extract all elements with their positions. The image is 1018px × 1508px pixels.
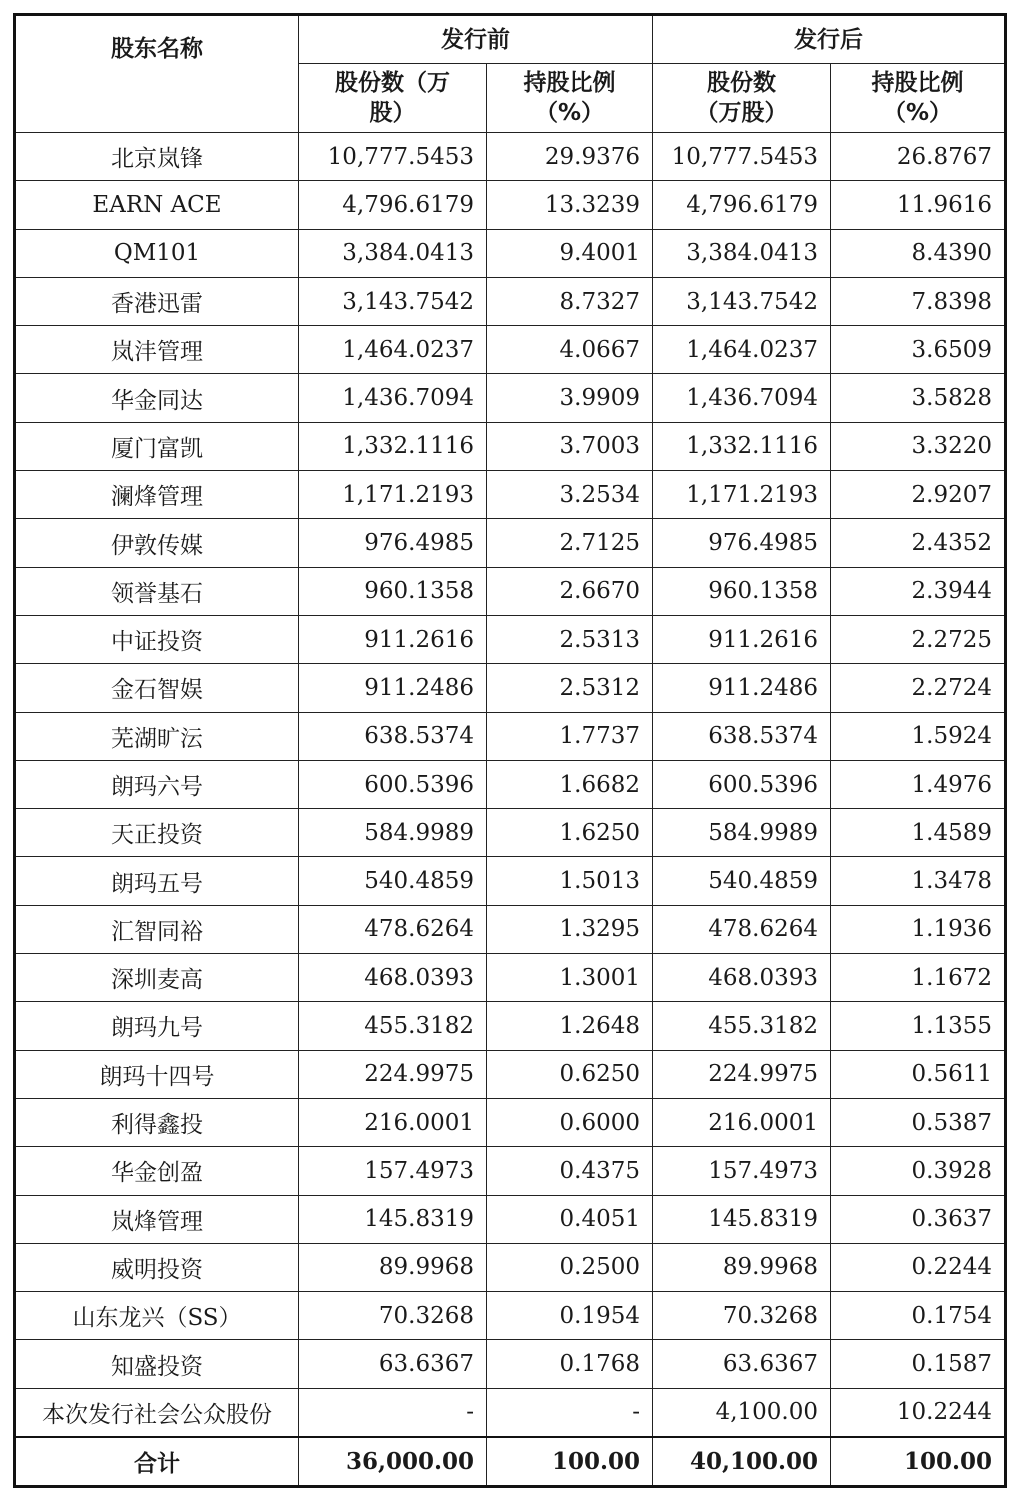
cell-before-shares: 10,777.5453 bbox=[299, 133, 487, 181]
cell-name: 澜烽管理 bbox=[15, 471, 299, 519]
cell-after-ratio: 1.4589 bbox=[831, 809, 1006, 857]
header-after-shares: 股份数 （万股） bbox=[653, 64, 831, 133]
table-row bbox=[15, 664, 1006, 712]
table-row bbox=[15, 277, 1006, 325]
table-row bbox=[15, 1195, 1006, 1243]
cell-after-shares: 216.0001 bbox=[653, 1098, 831, 1146]
cell-name: 北京岚锋 bbox=[15, 133, 299, 181]
cell-after-ratio: 0.5387 bbox=[831, 1098, 1006, 1146]
cell-name: 朗玛五号 bbox=[15, 857, 299, 905]
cell-after-shares: 911.2486 bbox=[653, 664, 831, 712]
cell-before-shares: 3,143.7542 bbox=[299, 277, 487, 325]
cell-before-shares: 3,384.0413 bbox=[299, 229, 487, 277]
cell-before-ratio: - bbox=[487, 1388, 653, 1437]
cell-after-shares: 3,384.0413 bbox=[653, 229, 831, 277]
table-row bbox=[15, 905, 1006, 953]
cell-name: 伊敦传媒 bbox=[15, 519, 299, 567]
cell-after-ratio: 0.3928 bbox=[831, 1147, 1006, 1195]
cell-after-shares: 584.9989 bbox=[653, 809, 831, 857]
cell-before-ratio: 0.4051 bbox=[487, 1195, 653, 1243]
table-row bbox=[15, 809, 1006, 857]
header-before: 发行前 bbox=[299, 15, 653, 64]
table-row bbox=[15, 857, 1006, 905]
cell-before-shares: - bbox=[299, 1388, 487, 1437]
cell-before-shares: 157.4973 bbox=[299, 1147, 487, 1195]
cell-name: 香港迅雷 bbox=[15, 277, 299, 325]
cell-before-shares: 911.2616 bbox=[299, 615, 487, 663]
cell-before-ratio: 9.4001 bbox=[487, 229, 653, 277]
cell-before-ratio: 1.6250 bbox=[487, 809, 653, 857]
cell-after-ratio: 1.4976 bbox=[831, 760, 1006, 808]
cell-after-ratio: 2.2724 bbox=[831, 664, 1006, 712]
cell-before-ratio: 3.2534 bbox=[487, 471, 653, 519]
cell-name: 华金创盈 bbox=[15, 1147, 299, 1195]
table-row bbox=[15, 760, 1006, 808]
cell-after-shares: 960.1358 bbox=[653, 567, 831, 615]
header-after-ratio: 持股比例 （%） bbox=[831, 64, 1006, 133]
cell-before-shares: 216.0001 bbox=[299, 1098, 487, 1146]
cell-before-ratio: 1.3001 bbox=[487, 954, 653, 1002]
cell-before-ratio: 3.7003 bbox=[487, 422, 653, 470]
total-row bbox=[15, 1437, 1006, 1487]
cell-after-ratio: 1.1672 bbox=[831, 954, 1006, 1002]
cell-after-shares: 638.5374 bbox=[653, 712, 831, 760]
cell-after-shares: 40,100.00 bbox=[653, 1437, 831, 1487]
cell-before-ratio: 1.5013 bbox=[487, 857, 653, 905]
cell-name: 岚沣管理 bbox=[15, 326, 299, 374]
cell-before-ratio: 0.2500 bbox=[487, 1243, 653, 1291]
cell-after-shares: 10,777.5453 bbox=[653, 133, 831, 181]
cell-before-shares: 584.9989 bbox=[299, 809, 487, 857]
cell-before-shares: 911.2486 bbox=[299, 664, 487, 712]
header-after: 发行后 bbox=[653, 15, 1006, 64]
cell-before-ratio: 4.0667 bbox=[487, 326, 653, 374]
cell-after-ratio: 1.1936 bbox=[831, 905, 1006, 953]
cell-after-shares: 4,100.00 bbox=[653, 1388, 831, 1437]
cell-before-shares: 4,796.6179 bbox=[299, 181, 487, 229]
cell-before-shares: 960.1358 bbox=[299, 567, 487, 615]
cell-after-ratio: 3.6509 bbox=[831, 326, 1006, 374]
cell-after-shares: 1,436.7094 bbox=[653, 374, 831, 422]
cell-name: 岚烽管理 bbox=[15, 1195, 299, 1243]
cell-after-shares: 145.8319 bbox=[653, 1195, 831, 1243]
cell-before-ratio: 100.00 bbox=[487, 1437, 653, 1487]
cell-before-shares: 638.5374 bbox=[299, 712, 487, 760]
cell-after-ratio: 0.2244 bbox=[831, 1243, 1006, 1291]
cell-after-ratio: 10.2244 bbox=[831, 1388, 1006, 1437]
cell-after-ratio: 26.8767 bbox=[831, 133, 1006, 181]
cell-before-shares: 1,332.1116 bbox=[299, 422, 487, 470]
cell-before-ratio: 2.5313 bbox=[487, 615, 653, 663]
cell-before-ratio: 1.6682 bbox=[487, 760, 653, 808]
cell-after-ratio: 1.1355 bbox=[831, 1002, 1006, 1050]
cell-after-shares: 4,796.6179 bbox=[653, 181, 831, 229]
header-before-ratio: 持股比例 （%） bbox=[487, 64, 653, 133]
cell-before-ratio: 1.3295 bbox=[487, 905, 653, 953]
cell-before-ratio: 1.7737 bbox=[487, 712, 653, 760]
cell-after-shares: 89.9968 bbox=[653, 1243, 831, 1291]
cell-name: 山东龙兴（SS） bbox=[15, 1292, 299, 1340]
table-row bbox=[15, 1388, 1006, 1437]
cell-before-shares: 70.3268 bbox=[299, 1292, 487, 1340]
cell-name: 威明投资 bbox=[15, 1243, 299, 1291]
table-row bbox=[15, 1147, 1006, 1195]
cell-before-shares: 478.6264 bbox=[299, 905, 487, 953]
table-row bbox=[15, 1292, 1006, 1340]
cell-name: 深圳麦高 bbox=[15, 954, 299, 1002]
cell-before-shares: 976.4985 bbox=[299, 519, 487, 567]
cell-after-ratio: 2.2725 bbox=[831, 615, 1006, 663]
cell-name: 知盛投资 bbox=[15, 1340, 299, 1388]
cell-before-ratio: 2.5312 bbox=[487, 664, 653, 712]
cell-after-ratio: 0.5611 bbox=[831, 1050, 1006, 1098]
cell-after-shares: 600.5396 bbox=[653, 760, 831, 808]
cell-before-ratio: 0.1954 bbox=[487, 1292, 653, 1340]
table-row bbox=[15, 519, 1006, 567]
cell-before-shares: 224.9975 bbox=[299, 1050, 487, 1098]
cell-after-ratio: 1.5924 bbox=[831, 712, 1006, 760]
cell-before-shares: 455.3182 bbox=[299, 1002, 487, 1050]
cell-after-shares: 976.4985 bbox=[653, 519, 831, 567]
cell-before-ratio: 0.1768 bbox=[487, 1340, 653, 1388]
cell-after-shares: 157.4973 bbox=[653, 1147, 831, 1195]
cell-name: 中证投资 bbox=[15, 615, 299, 663]
cell-after-ratio: 100.00 bbox=[831, 1437, 1006, 1487]
table-row bbox=[15, 1243, 1006, 1291]
table-row bbox=[15, 181, 1006, 229]
cell-before-ratio: 2.6670 bbox=[487, 567, 653, 615]
cell-after-ratio: 8.4390 bbox=[831, 229, 1006, 277]
table-row bbox=[15, 133, 1006, 181]
cell-after-shares: 1,464.0237 bbox=[653, 326, 831, 374]
cell-after-shares: 1,332.1116 bbox=[653, 422, 831, 470]
cell-name: EARN ACE bbox=[15, 181, 299, 229]
table-row bbox=[15, 567, 1006, 615]
table-body bbox=[15, 133, 1006, 1487]
cell-name: 汇智同裕 bbox=[15, 905, 299, 953]
header-shareholder: 股东名称 bbox=[15, 15, 299, 133]
cell-before-shares: 468.0393 bbox=[299, 954, 487, 1002]
cell-after-shares: 468.0393 bbox=[653, 954, 831, 1002]
cell-name: 厦门富凯 bbox=[15, 422, 299, 470]
shareholding-table bbox=[13, 13, 1007, 1488]
table-row bbox=[15, 1002, 1006, 1050]
cell-after-ratio: 2.4352 bbox=[831, 519, 1006, 567]
cell-before-shares: 145.8319 bbox=[299, 1195, 487, 1243]
cell-after-ratio: 3.3220 bbox=[831, 422, 1006, 470]
cell-name: 金石智娱 bbox=[15, 664, 299, 712]
cell-before-shares: 89.9968 bbox=[299, 1243, 487, 1291]
cell-after-shares: 70.3268 bbox=[653, 1292, 831, 1340]
table-row bbox=[15, 422, 1006, 470]
cell-before-shares: 1,436.7094 bbox=[299, 374, 487, 422]
cell-name: 朗玛十四号 bbox=[15, 1050, 299, 1098]
cell-before-shares: 540.4859 bbox=[299, 857, 487, 905]
cell-before-ratio: 3.9909 bbox=[487, 374, 653, 422]
cell-name: 本次发行社会公众股份 bbox=[15, 1388, 299, 1437]
cell-name: QM101 bbox=[15, 229, 299, 277]
cell-before-ratio: 13.3239 bbox=[487, 181, 653, 229]
cell-after-ratio: 0.1754 bbox=[831, 1292, 1006, 1340]
cell-before-shares: 1,464.0237 bbox=[299, 326, 487, 374]
cell-after-ratio: 11.9616 bbox=[831, 181, 1006, 229]
cell-after-ratio: 2.9207 bbox=[831, 471, 1006, 519]
table-row bbox=[15, 954, 1006, 1002]
cell-after-shares: 1,171.2193 bbox=[653, 471, 831, 519]
table-row bbox=[15, 712, 1006, 760]
cell-after-shares: 540.4859 bbox=[653, 857, 831, 905]
cell-before-shares: 36,000.00 bbox=[299, 1437, 487, 1487]
cell-before-ratio: 0.6250 bbox=[487, 1050, 653, 1098]
table-row bbox=[15, 1050, 1006, 1098]
cell-name: 合计 bbox=[15, 1437, 299, 1487]
cell-after-shares: 478.6264 bbox=[653, 905, 831, 953]
cell-name: 领誉基石 bbox=[15, 567, 299, 615]
cell-after-shares: 911.2616 bbox=[653, 615, 831, 663]
table-row bbox=[15, 615, 1006, 663]
cell-before-shares: 63.6367 bbox=[299, 1340, 487, 1388]
cell-name: 朗玛六号 bbox=[15, 760, 299, 808]
cell-before-ratio: 1.2648 bbox=[487, 1002, 653, 1050]
cell-after-ratio: 0.1587 bbox=[831, 1340, 1006, 1388]
table-row bbox=[15, 471, 1006, 519]
cell-after-shares: 63.6367 bbox=[653, 1340, 831, 1388]
cell-name: 华金同达 bbox=[15, 374, 299, 422]
cell-before-ratio: 2.7125 bbox=[487, 519, 653, 567]
cell-before-ratio: 0.4375 bbox=[487, 1147, 653, 1195]
cell-before-shares: 1,171.2193 bbox=[299, 471, 487, 519]
cell-before-shares: 600.5396 bbox=[299, 760, 487, 808]
cell-after-shares: 3,143.7542 bbox=[653, 277, 831, 325]
cell-after-ratio: 0.3637 bbox=[831, 1195, 1006, 1243]
cell-after-shares: 455.3182 bbox=[653, 1002, 831, 1050]
cell-name: 朗玛九号 bbox=[15, 1002, 299, 1050]
cell-name: 天正投资 bbox=[15, 809, 299, 857]
cell-before-ratio: 8.7327 bbox=[487, 277, 653, 325]
cell-after-ratio: 7.8398 bbox=[831, 277, 1006, 325]
table-row bbox=[15, 326, 1006, 374]
cell-after-shares: 224.9975 bbox=[653, 1050, 831, 1098]
cell-before-ratio: 0.6000 bbox=[487, 1098, 653, 1146]
cell-after-ratio: 3.5828 bbox=[831, 374, 1006, 422]
table-row bbox=[15, 1340, 1006, 1388]
table-row bbox=[15, 229, 1006, 277]
cell-before-ratio: 29.9376 bbox=[487, 133, 653, 181]
cell-after-ratio: 1.3478 bbox=[831, 857, 1006, 905]
header-before-shares: 股份数（万 股） bbox=[299, 64, 487, 133]
table-row bbox=[15, 374, 1006, 422]
cell-after-ratio: 2.3944 bbox=[831, 567, 1006, 615]
table-row bbox=[15, 1098, 1006, 1146]
cell-name: 利得鑫投 bbox=[15, 1098, 299, 1146]
cell-name: 芜湖旷沄 bbox=[15, 712, 299, 760]
